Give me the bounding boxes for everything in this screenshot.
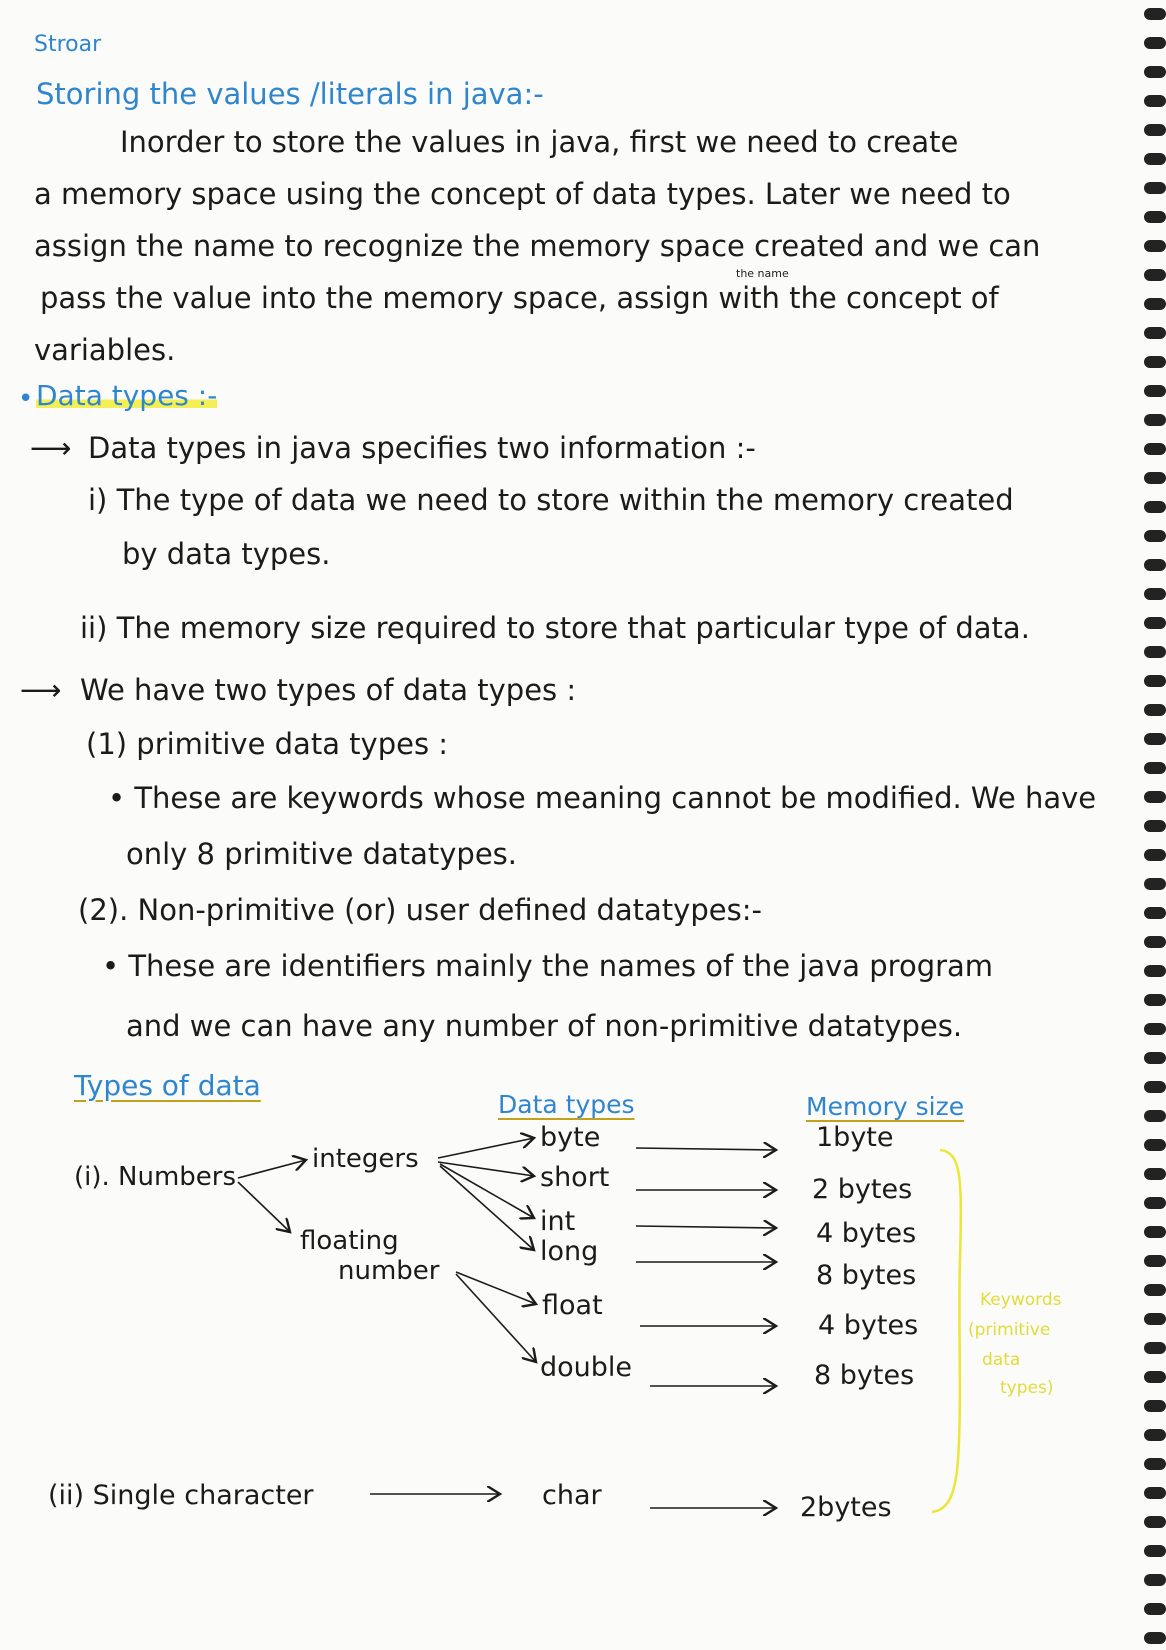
arrow-numbers-floating bbox=[238, 1182, 290, 1232]
type-long: long bbox=[540, 1236, 599, 1267]
intro-line-2: a memory space using the concept of data types. Later we need to bbox=[34, 177, 1011, 211]
nonprimitive-heading: (2). Non-primitive (or) user defined datatypes:- bbox=[78, 893, 762, 927]
intro-line-5: variables. bbox=[34, 333, 176, 367]
intro-line-4: pass the value into the memory space, assign with the concept of bbox=[40, 281, 999, 315]
data-types-heading: Data types :- bbox=[36, 379, 218, 412]
primitive-bullet-line-2: only 8 primitive datatypes. bbox=[126, 837, 518, 871]
type-short: short bbox=[540, 1162, 610, 1193]
size-byte: 1byte bbox=[816, 1122, 894, 1153]
bracket-note-4: types) bbox=[1000, 1378, 1054, 1398]
size-int: 4 bytes bbox=[816, 1218, 917, 1249]
arrow-line-2: We have two types of data types : bbox=[80, 673, 577, 707]
primitive-bullet-line-1: • These are keywords whose meaning cannot be modified. We have bbox=[108, 781, 1097, 815]
type-byte: byte bbox=[540, 1122, 601, 1153]
bullet-dot: • bbox=[18, 384, 34, 414]
size-short: 2 bytes bbox=[812, 1174, 913, 1205]
intro-line-3: assign the name to recognize the memory space created and we can bbox=[34, 229, 1041, 263]
numbers-label: (i). Numbers bbox=[74, 1162, 237, 1192]
intro-line-1: Inorder to store the values in java, first we need to create bbox=[120, 125, 959, 159]
arrow-1: ⟶ bbox=[30, 431, 72, 465]
nonprimitive-bullet-line-2: and we can have any number of non-primitive datatypes. bbox=[126, 1009, 963, 1043]
yellow-bracket bbox=[932, 1150, 961, 1512]
type-char: char bbox=[542, 1480, 602, 1511]
arrow-int-int bbox=[440, 1164, 534, 1218]
arrow-2: ⟶ bbox=[20, 673, 62, 707]
arrow-int-short bbox=[438, 1162, 534, 1176]
arrow-line-1: Data types in java specifies two information :- bbox=[88, 431, 756, 465]
arrow-byte-size bbox=[636, 1148, 776, 1150]
bracket-note-2: (primitive bbox=[968, 1320, 1051, 1340]
bracket-note-3: data bbox=[982, 1350, 1021, 1370]
char-row-label: (ii) Single character bbox=[48, 1480, 314, 1511]
arrow-intsize bbox=[636, 1226, 776, 1228]
column-memory-size: Memory size bbox=[806, 1092, 965, 1121]
types-of-data-heading: Types of data bbox=[74, 1069, 261, 1102]
type-float: float bbox=[542, 1290, 603, 1321]
column-data-types: Data types bbox=[498, 1090, 635, 1119]
arrow-int-byte bbox=[438, 1138, 534, 1158]
intro-annotation: the name bbox=[736, 267, 789, 280]
point-i-line-1: i) The type of data we need to store within the memory created bbox=[88, 483, 1014, 517]
arrow-int-long bbox=[440, 1166, 534, 1250]
bracket-note-1: Keywords bbox=[980, 1290, 1062, 1310]
size-double: 8 bytes bbox=[814, 1360, 915, 1391]
floating-label-2: number bbox=[338, 1256, 440, 1286]
arrow-numbers-integers bbox=[238, 1160, 306, 1178]
point-i-line-2: by data types. bbox=[122, 537, 331, 571]
page-title: Storing the values /literals in java:- bbox=[36, 77, 544, 111]
floating-label-1: floating bbox=[300, 1226, 399, 1256]
size-long: 8 bytes bbox=[816, 1260, 917, 1291]
type-double: double bbox=[540, 1352, 633, 1383]
nonprimitive-bullet-line-1: • These are identifiers mainly the names of the java program bbox=[102, 949, 994, 983]
size-char: 2bytes bbox=[800, 1492, 892, 1523]
scribble-text: Stroar bbox=[34, 32, 102, 57]
primitive-heading: (1) primitive data types : bbox=[86, 727, 449, 761]
size-float: 4 bytes bbox=[818, 1310, 919, 1341]
integers-label: integers bbox=[312, 1144, 419, 1174]
point-ii: ii) The memory size required to store that particular type of data. bbox=[80, 611, 1030, 645]
type-int: int bbox=[540, 1206, 576, 1237]
